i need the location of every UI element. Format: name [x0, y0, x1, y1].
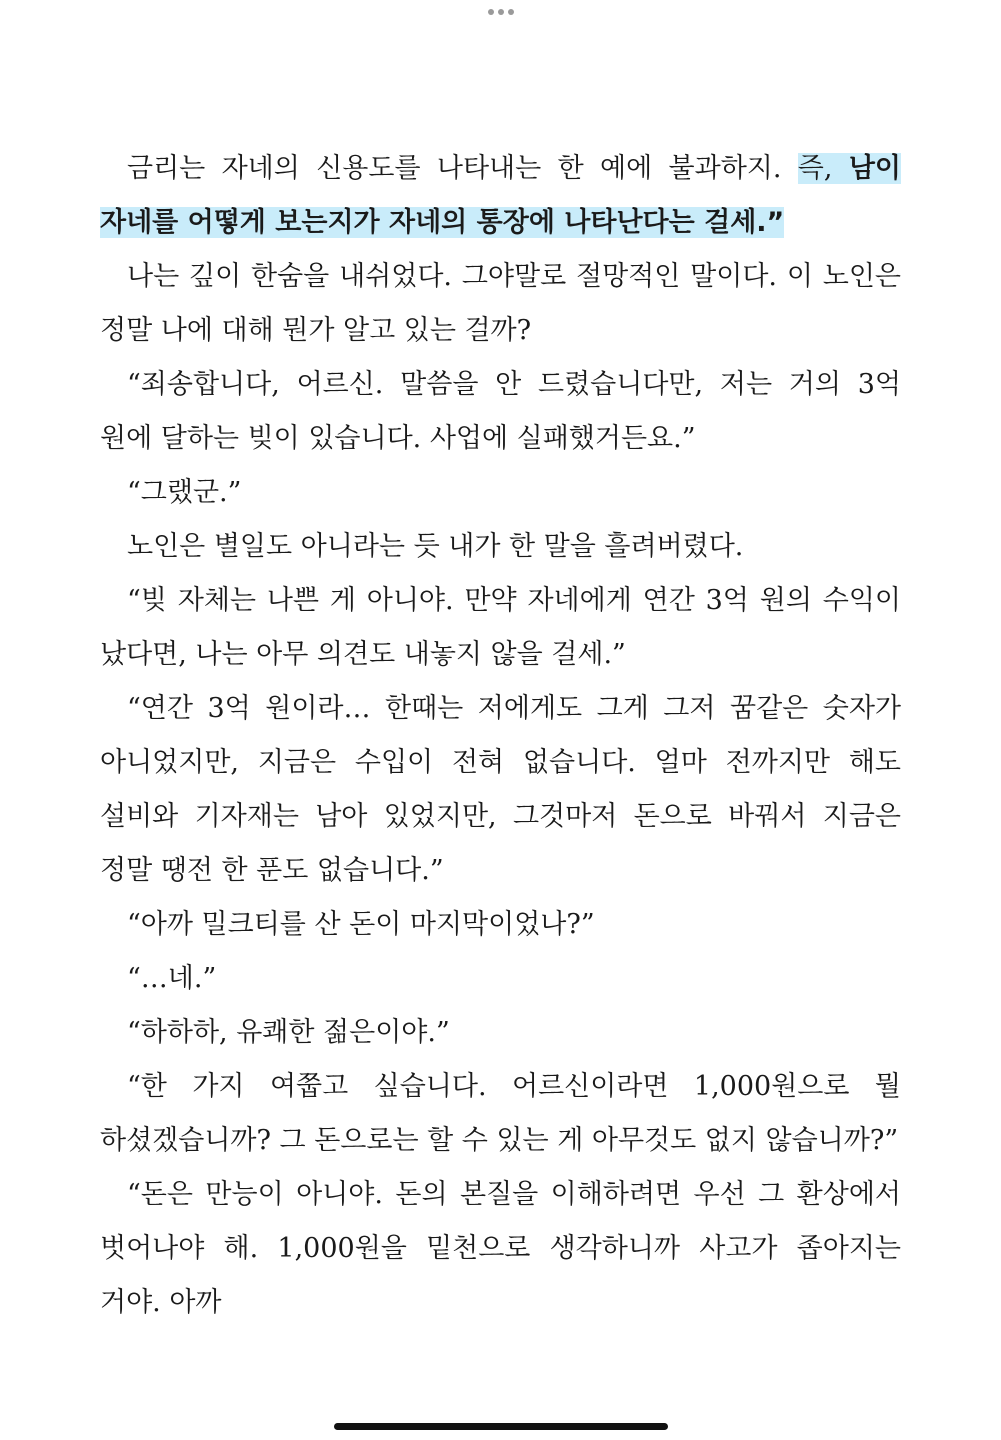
highlighted-bold-text[interactable]: 남이 자네를 어떻게 보는지가 자네의 통장에 나타난다는 걸세.”	[100, 153, 901, 238]
paragraph: “죄송합니다, 어르신. 말씀을 안 드렸습니다만, 저는 거의 3억 원에 달하는 빚이 있습니다. 사업에 실패했거든요.”	[100, 369, 901, 454]
paragraph: “그랬군.”	[127, 477, 242, 508]
paragraph: 노인은 별일도 아니라는 듯 내가 한 말을 흘려버렸다.	[127, 531, 744, 562]
paragraph: 나는 깊이 한숨을 내쉬었다. 그야말로 절망적인 말이다. 이 노인은 정말 나에 대해 뭔가 알고 있는 걸까?	[100, 261, 901, 346]
highlighted-text[interactable]: 즉,	[797, 153, 849, 184]
dot	[488, 9, 494, 15]
paragraph	[100, 142, 901, 250]
more-options-icon[interactable]	[488, 9, 514, 15]
paragraph: “연간 3억 원이라… 한때는 저에게도 그게 그저 꿈같은 숫자가 아니었지만, 지금은 수입이 전혀 없습니다. 얼마 전까지만 해도 설비와 기자재는 남아 있었지만, 그것마저 돈으로 바꿔서 지금은 정말 땡전 한 푼도 없습니다.”	[100, 693, 901, 886]
home-indicator[interactable]	[334, 1423, 668, 1430]
paragraph: “아까 밀크티를 산 돈이 마지막이었나?”	[127, 909, 595, 940]
dot	[508, 9, 514, 15]
reader-page	[100, 142, 901, 1330]
text-segment: 금리는 자네의 신용도를 나타내는 한 예에 불과하지.	[127, 153, 798, 184]
dot	[498, 9, 504, 15]
paragraph: “한 가지 여쭙고 싶습니다. 어르신이라면 1,000원으로 뭘 하셨겠습니까? 그 돈으로는 할 수 있는 게 아무것도 없지 않습니까?”	[100, 1071, 901, 1156]
paragraph: “돈은 만능이 아니야. 돈의 본질을 이해하려면 우선 그 환상에서 벗어나야 해. 1,000원을 밑천으로 생각하니까 사고가 좁아지는 거야. 아까	[100, 1179, 901, 1318]
paragraph: “…네.”	[127, 963, 217, 994]
paragraph: “빚 자체는 나쁜 게 아니야. 만약 자네에게 연간 3억 원의 수익이 났다면, 나는 아무 의견도 내놓지 않을 걸세.”	[100, 585, 901, 670]
paragraph: “하하하, 유쾌한 젊은이야.”	[127, 1017, 450, 1048]
